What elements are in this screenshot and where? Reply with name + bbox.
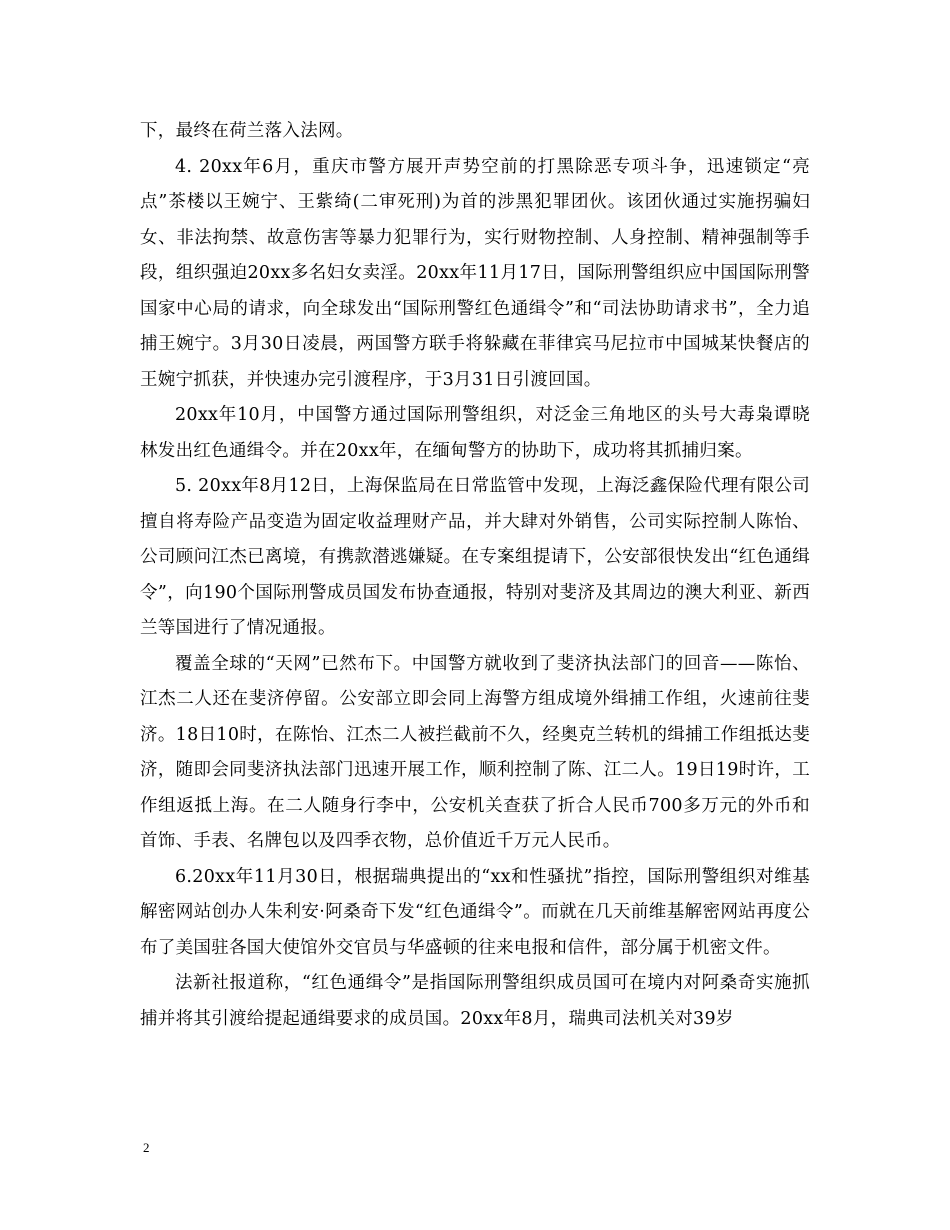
paragraph: 6.20xx年11月30日，根据瑞典提出的“xx和性骚扰”指控，国际刑警组织对维基解密网站创办人朱利安·阿桑奇下发“红色通缉令”。而就在几天前维基解密网站再度公布了美国驻各国大使馆外交官员与华盛顿的往来电报和信件，部分属于机密文件。 [140, 866, 810, 958]
paragraph: 4. 20xx年6月，重庆市警方展开声势空前的打黑除恶专项斗争，迅速锁定“亮点”茶楼以王婉宁、王紫绮(二审死刑)为首的涉黑犯罪团伙。该团伙通过实施拐骗妇女、非法拘禁、故意伤害等暴力犯罪行为，实行财物控制、人身控制、精神强制等手段，组织强迫20xx多名妇女卖淫。20xx年11月17日，国际刑警组织应中国国际刑警国家中心局的请求，向全球发出“国际刑警红色通缉令”和“司法协助请求书”，全力追捕王婉宁。3月30日凌晨，两国警方联手将躲藏在菲律宾马尼拉市中国城某快餐店的王婉宁抓获，并快速办完引渡程序，于3月31日引渡回国。 [140, 156, 810, 390]
paragraph: 覆盖全球的“天网”已然布下。中国警方就收到了斐济执法部门的回音——陈怡、江杰二人还在斐济停留。公安部立即会同上海警方组成境外缉捕工作组，火速前往斐济。18日10时，在陈怡、江杰二人被拦截前不久，经奥克兰转机的缉捕工作组抵达斐济，随即会同斐济执法部门迅速开展工作，顺利控制了陈、江二人。19日19时许，工作组返抵上海。在二人随身行李中，公安机关查获了折合人民币700多万元的外币和首饰、手表、名牌包以及四季衣物，总价值近千万元人民币。 [140, 653, 810, 851]
paragraph: 20xx年10月，中国警方通过国际刑警组织，对泛金三角地区的头号大毒枭谭晓林发出红色通缉令。并在20xx年，在缅甸警方的协助下，成功将其抓捕归案。 [140, 405, 810, 461]
paragraph: 下，最终在荷兰落入法网。 [140, 121, 354, 141]
paragraph: 5. 20xx年8月12日，上海保监局在日常监管中发现，上海泛鑫保险代理有限公司擅自将寿险产品变造为固定收益理财产品，并大肆对外销售，公司实际控制人陈怡、公司顾问江杰已离境，有携款潜逃嫌疑。在专案组提请下，公安部很快发出“红色通缉令”，向190个国际刑警成员国发布协查通报，特别对斐济及其周边的澳大利亚、新西兰等国进行了情况通报。 [140, 476, 810, 638]
body-text [140, 114, 810, 1037]
paragraph: 法新社报道称，“红色通缉令”是指国际刑警组织成员国可在境内对阿桑奇实施抓捕并将其引渡给提起通缉要求的成员国。20xx年8月，瑞典司法机关对39岁 [140, 973, 810, 1029]
page-number: 2 [143, 1140, 150, 1155]
